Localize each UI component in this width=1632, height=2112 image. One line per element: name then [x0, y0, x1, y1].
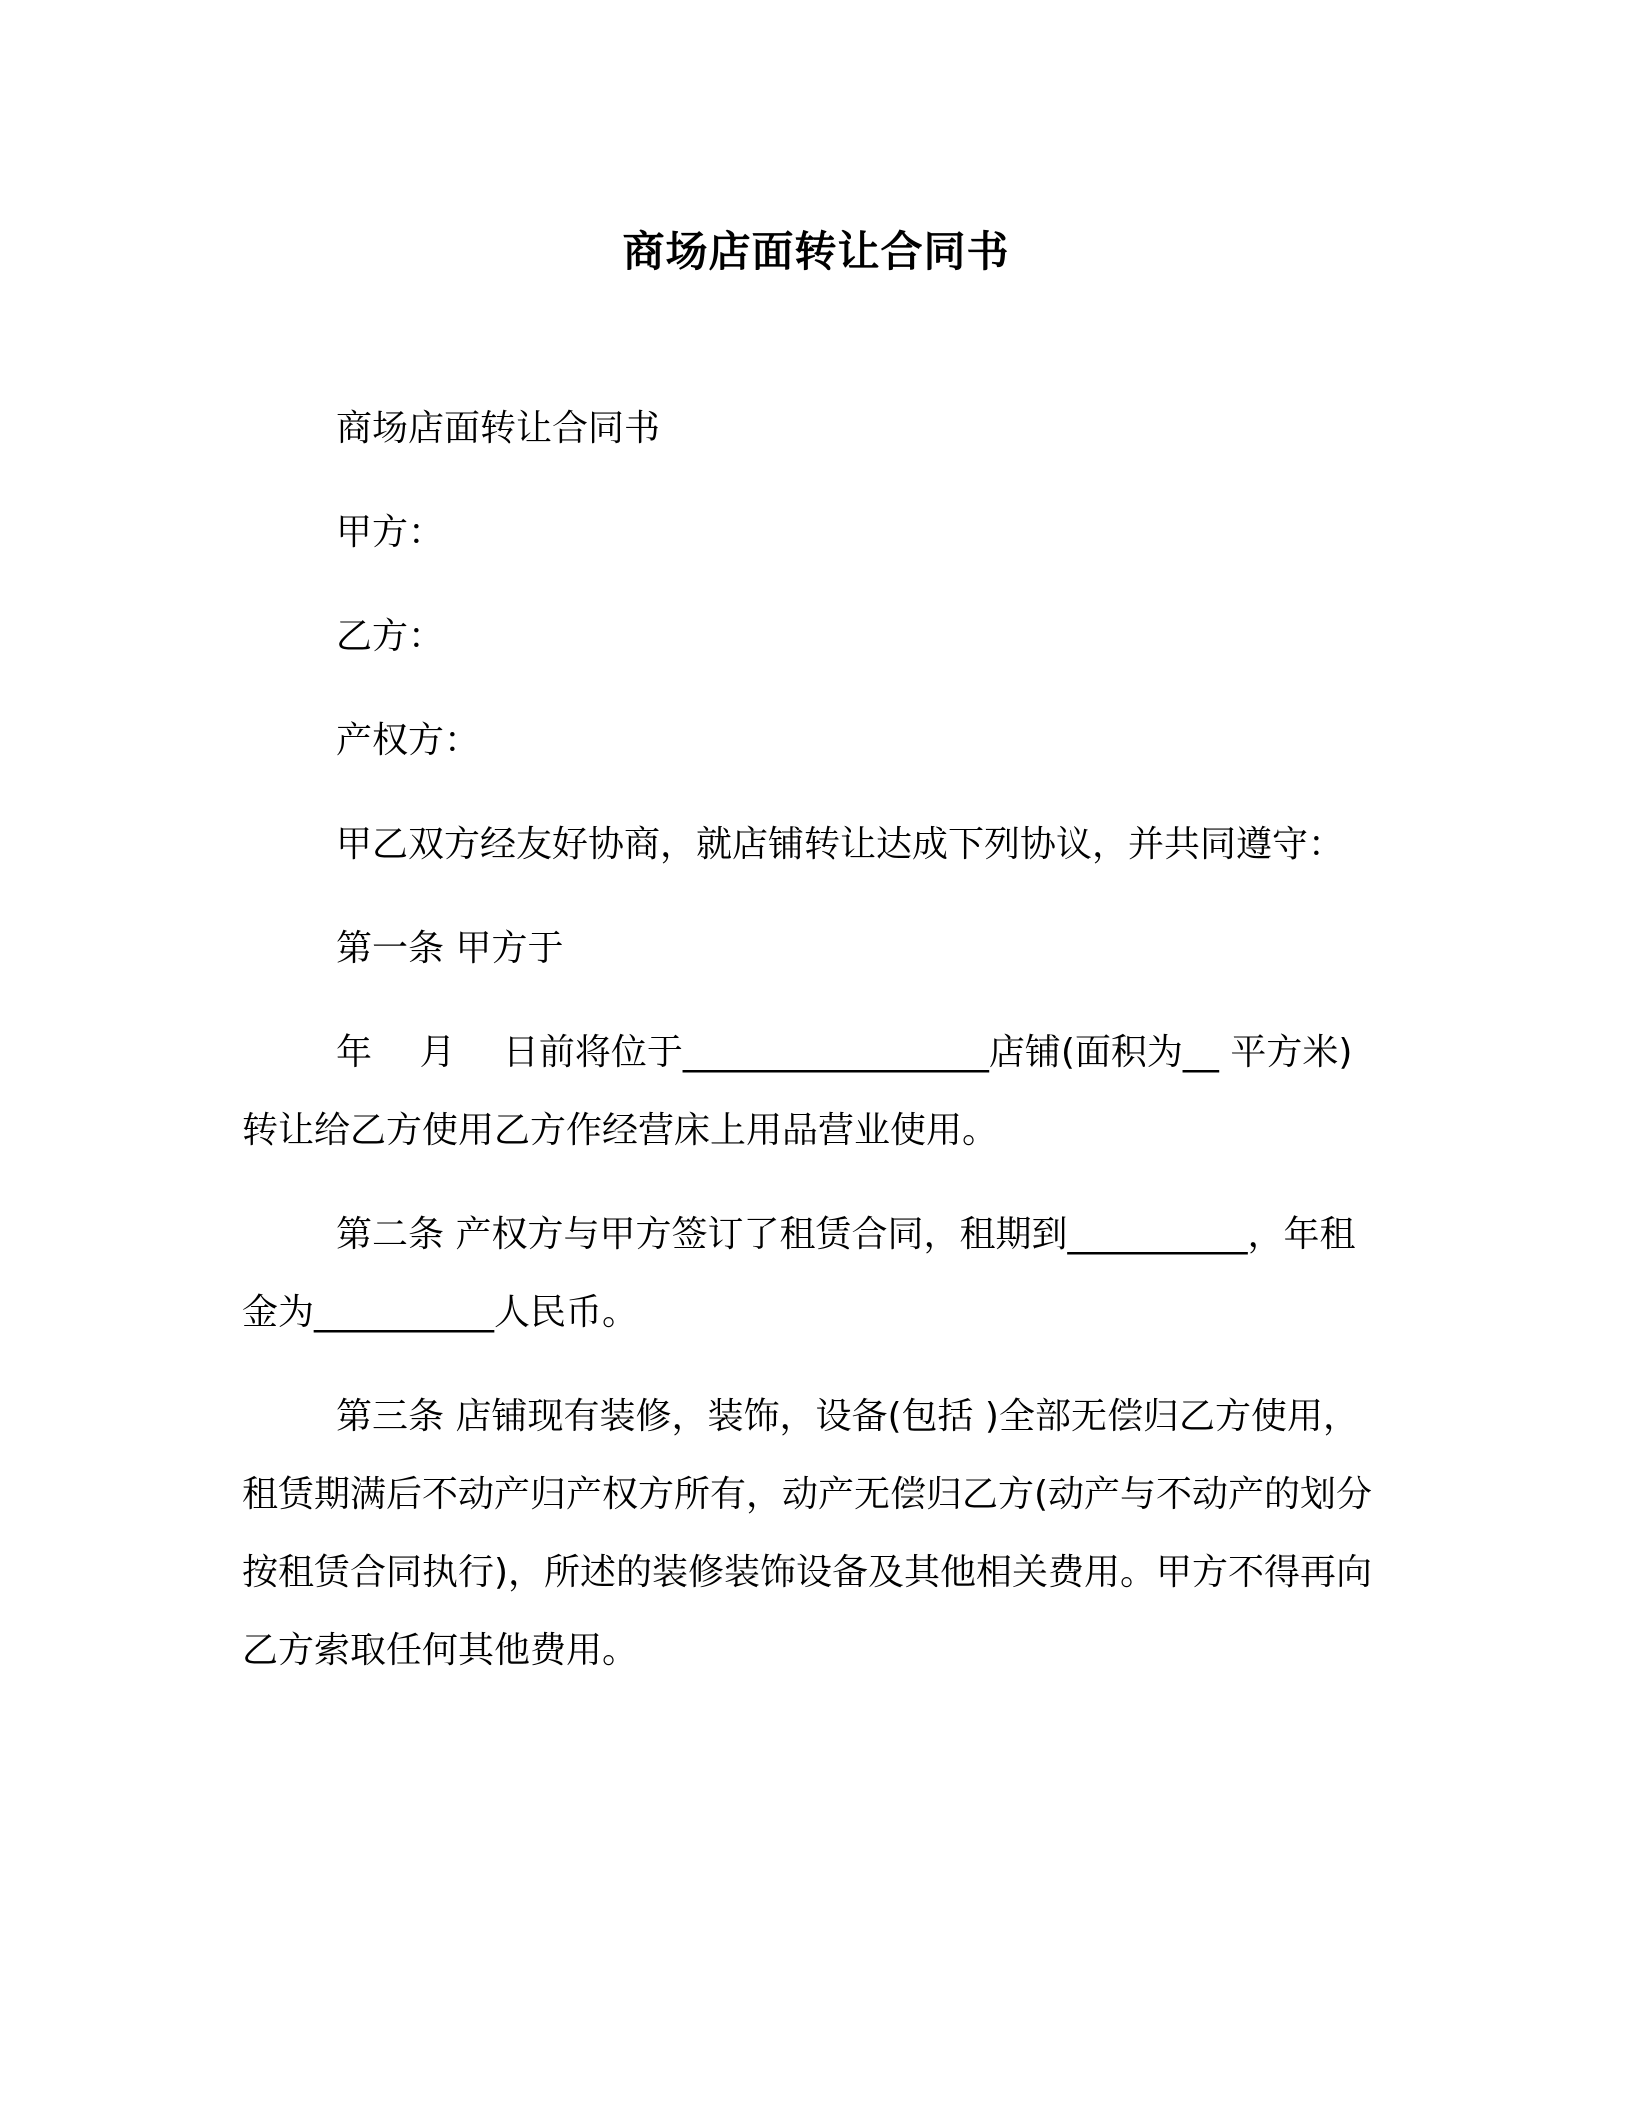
paragraph-party-a: 甲方：	[336, 512, 445, 553]
document-body	[242, 390, 1384, 1716]
paragraph-article-2: 第二条 产权方与甲方签订了租赁合同，租期到__________，年租金为__________人民币。	[242, 1214, 1356, 1333]
paragraph-party-b: 乙方：	[336, 616, 445, 657]
paragraph-property-owner: 产权方：	[336, 720, 481, 761]
paragraph-article-1-heading: 第一条 甲方于	[336, 928, 564, 969]
paragraph-article-1-body: 年 月 日前将位于_________________店铺(面积为__ 平方米)转让给乙方使用乙方作经营床上用品营业使用。	[242, 1032, 1353, 1151]
paragraph-article-3: 第三条 店铺现有装修，装饰，设备(包括 )全部无偿归乙方使用，租赁期满后不动产归产权方所有，动产无偿归乙方(动产与不动产的划分按租赁合同执行)，所述的装修装饰设备及其他相关费用。甲方不得再向乙方索取任何其他费用。	[242, 1396, 1373, 1671]
document-title: 商场店面转让合同书	[622, 227, 1010, 276]
paragraph-preamble: 甲乙双方经友好协商，就店铺转让达成下列协议，并共同遵守：	[336, 824, 1345, 865]
paragraph-heading: 商场店面转让合同书	[336, 408, 661, 449]
